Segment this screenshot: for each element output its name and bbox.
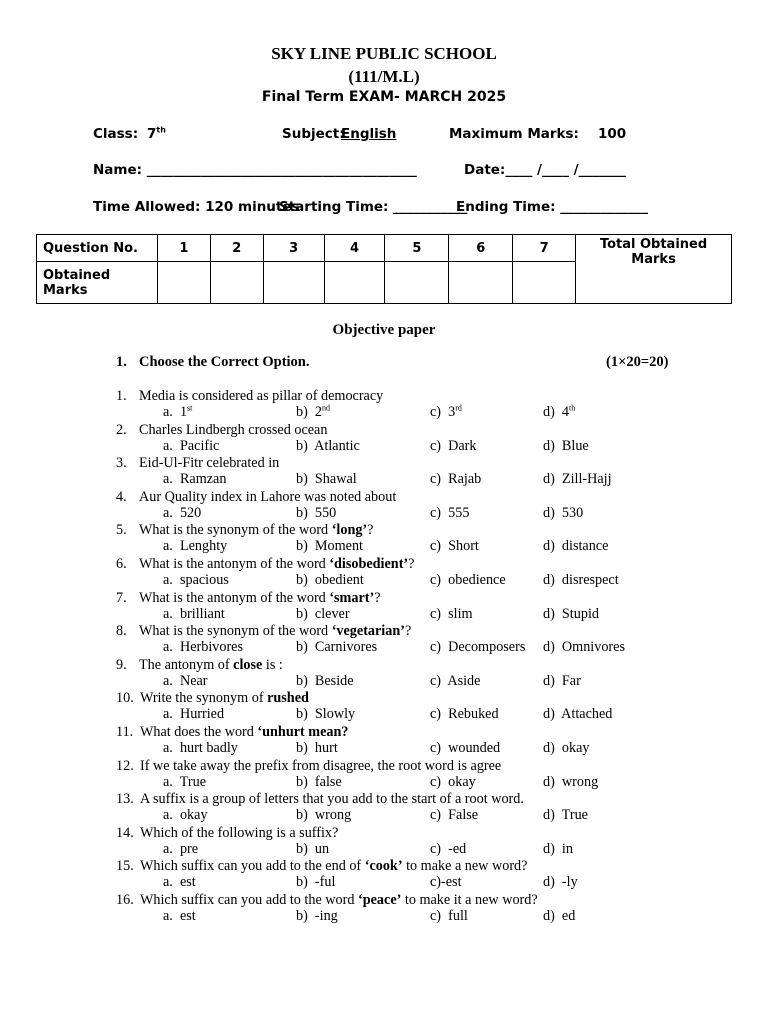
answer-option <box>296 874 335 890</box>
question-number: 7. <box>116 589 127 606</box>
option-text: okay <box>179 807 208 824</box>
option-text: Lenghty <box>179 538 228 555</box>
option-text: -ful <box>314 874 336 891</box>
question-number: 14. <box>116 824 134 841</box>
option-letter: c) <box>430 672 442 689</box>
question-text <box>139 422 327 438</box>
option-letter: b) <box>296 672 308 689</box>
option-text: brilliant <box>179 605 225 622</box>
total-obtained-marks-cell: Total Obtained Marks <box>576 235 732 304</box>
question-keyword: ‘unhurt mean? <box>257 724 349 740</box>
option-text: 550 <box>314 504 337 521</box>
obtained-marks-cell <box>385 262 449 304</box>
question-number-cell: 7 <box>513 235 576 262</box>
question-keyword: close <box>233 656 263 673</box>
question-keyword: ‘long’ <box>331 522 368 539</box>
question-text-part: What is the antonym of the word <box>139 556 330 572</box>
obtained-marks-cell <box>157 262 210 304</box>
obtained-marks-cell <box>513 262 576 304</box>
question-text <box>139 388 383 404</box>
answer-option <box>296 740 338 756</box>
option-letter: b) <box>296 404 308 420</box>
answer-option <box>543 841 573 857</box>
question-text-part: to make a new word? <box>402 858 528 875</box>
question-text <box>140 724 348 740</box>
answer-option <box>163 538 227 554</box>
answer-option <box>296 606 350 622</box>
answer-option <box>296 505 336 521</box>
question-text <box>139 623 411 639</box>
question-keyword: rushed <box>267 690 309 707</box>
question-text-part: ? <box>374 589 381 606</box>
question-text-part: Eid-Ul-Fitr celebrated in <box>139 455 280 472</box>
option-letter: d) <box>543 437 555 454</box>
option-letter: b) <box>296 538 308 555</box>
option-letter: d) <box>543 840 555 857</box>
answer-option <box>163 572 229 588</box>
question-text-part: to make it a new word? <box>401 892 538 908</box>
question-text-part: Write the synonym of <box>140 690 268 707</box>
option-text: Blue <box>561 437 589 454</box>
question-no-label: Question No. <box>37 235 158 262</box>
question-number: 8. <box>116 623 127 640</box>
answer-option <box>163 471 226 487</box>
option-text: -ed <box>448 840 467 857</box>
option-letter: d) <box>543 874 555 891</box>
option-text: in <box>561 840 573 857</box>
objective-title: Objective paper <box>332 322 436 338</box>
answer-option <box>163 774 206 790</box>
question-text <box>140 758 501 774</box>
question-text-part: Which suffix can you add to the word <box>140 892 359 908</box>
question-text <box>139 556 414 572</box>
answer-option <box>543 639 625 655</box>
option-text: -ly <box>561 874 578 891</box>
obtained-marks-cell <box>449 262 513 304</box>
option-letter: c) <box>430 404 442 420</box>
answer-option <box>430 774 476 790</box>
option-text: spacious <box>179 572 229 588</box>
option-text: Moment <box>314 538 363 555</box>
option-text: Aside <box>447 672 481 689</box>
question-text-part: What is the antonym of the word <box>139 589 330 606</box>
answer-option <box>163 404 192 420</box>
question-keyword: ‘cook’ <box>364 858 403 875</box>
school-code: (111/M.L) <box>348 67 420 86</box>
option-text: Zill-Hajj <box>561 471 612 488</box>
option-letter: c) <box>430 807 442 824</box>
answer-option <box>163 740 238 756</box>
exam-title: Final Term EXAM- MARCH 2025 <box>261 89 507 105</box>
answer-option <box>430 908 468 924</box>
max-marks-label: Maximum Marks: <box>449 126 579 142</box>
question-text <box>139 522 373 538</box>
option-letter: a. <box>163 874 173 891</box>
answer-option <box>543 874 578 890</box>
question-text-part: ? <box>408 556 415 572</box>
option-text: est <box>179 874 196 891</box>
option-letter: b) <box>296 908 308 924</box>
option-letter: d) <box>543 572 555 588</box>
answer-option <box>296 807 351 823</box>
option-letter: a. <box>163 908 173 924</box>
answer-option <box>296 572 364 588</box>
question-text-part: Which suffix can you add to the end of <box>140 858 365 875</box>
option-letter: c) <box>430 639 442 656</box>
option-text: Stupid <box>561 605 599 622</box>
question-number-cell: 1 <box>157 235 210 262</box>
section-marks: (1×20=20) <box>606 354 669 370</box>
option-letter: a. <box>163 572 173 588</box>
option-text: 4 <box>561 404 570 420</box>
answer-option <box>163 807 208 823</box>
option-text: 2 <box>314 404 323 420</box>
option-letter: a. <box>163 672 173 689</box>
question-number: 2. <box>116 421 127 438</box>
question-keyword: ‘disobedient’ <box>329 556 409 572</box>
option-text: False <box>448 807 479 824</box>
option-text: est <box>445 874 462 891</box>
answer-option <box>430 471 481 487</box>
answer-option <box>296 438 360 454</box>
answer-option <box>296 673 354 689</box>
option-letter: c) <box>430 471 442 488</box>
answer-option <box>163 505 201 521</box>
question-number: 16. <box>116 892 134 908</box>
option-letter: b) <box>296 807 308 824</box>
option-text: Herbivores <box>179 639 243 656</box>
option-text: True <box>179 773 206 790</box>
option-text: pre <box>179 840 199 857</box>
option-letter: b) <box>296 471 308 488</box>
obtained-marks-cell <box>263 262 324 304</box>
option-letter: a. <box>163 605 173 622</box>
question-text-part: What does the word <box>140 724 258 740</box>
option-letter: c) <box>430 773 442 790</box>
time-allowed: Time Allowed: 120 minutes <box>93 199 300 215</box>
section-title: Choose the Correct Option. <box>139 354 310 370</box>
option-letter: b) <box>296 840 308 857</box>
option-letter: a. <box>163 471 173 488</box>
answer-option <box>543 706 612 722</box>
option-text: hurt <box>314 740 338 756</box>
question-number: 10. <box>116 690 134 707</box>
subject-value: English <box>341 126 397 142</box>
answer-option <box>543 438 589 454</box>
max-marks-value: 100 <box>598 126 627 142</box>
question-keyword: ‘vegetarian’ <box>331 623 405 640</box>
option-text: Rebuked <box>448 706 499 723</box>
option-letter: a. <box>163 437 173 454</box>
question-text-part: What is the synonym of the word <box>139 623 332 640</box>
option-letter: d) <box>543 404 555 420</box>
question-text-part: A suffix is a group of letters that you add to the start of a root word. <box>140 791 524 808</box>
option-letter: c) <box>430 840 442 857</box>
question-number: 9. <box>116 656 127 673</box>
question-number-cell: 3 <box>263 235 324 262</box>
question-text-part: is : <box>262 656 283 673</box>
option-text: Rajab <box>448 471 482 488</box>
answer-option <box>296 538 363 554</box>
option-letter: d) <box>543 605 555 622</box>
question-number: 13. <box>116 791 134 808</box>
section-number: 1. <box>116 354 127 370</box>
option-text: distance <box>561 538 609 555</box>
answer-option <box>543 673 581 689</box>
question-number: 6. <box>116 556 127 572</box>
option-letter: a. <box>163 639 173 656</box>
option-text: 530 <box>561 504 584 521</box>
option-letter: d) <box>543 639 555 656</box>
option-letter: c) <box>430 572 442 588</box>
option-text: True <box>561 807 588 824</box>
ending-time-field: Ending Time: _____________ <box>456 199 649 215</box>
answer-option <box>430 438 477 454</box>
answer-option <box>543 404 575 420</box>
option-text: obedience <box>448 572 506 588</box>
answer-option <box>543 908 575 924</box>
option-superscript: nd <box>322 403 331 413</box>
answer-option <box>163 706 224 722</box>
answer-option <box>430 874 462 890</box>
option-text: -ing <box>314 908 338 924</box>
option-letter: a. <box>163 538 173 555</box>
class-label: Class: <box>93 126 139 142</box>
question-text-part: If we take away the prefix from disagree, the root word is agree <box>140 757 502 774</box>
question-text-part: Media is considered as pillar of democracy <box>139 388 384 404</box>
option-letter: c) <box>430 706 442 723</box>
question-text-part: The antonym of <box>139 656 234 673</box>
option-text: wounded <box>448 740 501 756</box>
option-letter: d) <box>543 538 555 555</box>
class-value: 7th <box>147 125 166 142</box>
option-letter: d) <box>543 807 555 824</box>
question-keyword: ‘smart’ <box>329 589 375 606</box>
answer-option <box>543 774 598 790</box>
answer-option <box>163 874 196 890</box>
option-letter: c) <box>430 504 442 521</box>
option-text: Slowly <box>314 706 356 723</box>
option-letter: d) <box>543 773 555 790</box>
option-text: okay <box>448 773 476 790</box>
option-text: 3 <box>448 404 456 420</box>
subject-label: Subject: <box>282 126 345 142</box>
option-text: Near <box>179 672 208 689</box>
date-field: Date:____ /____ /_______ <box>464 162 626 178</box>
question-text <box>140 892 538 908</box>
answer-option <box>543 572 619 588</box>
option-letter: c) <box>430 908 442 924</box>
answer-option <box>296 841 329 857</box>
option-text: Omnivores <box>561 639 625 656</box>
answer-option <box>163 606 225 622</box>
option-letter: b) <box>296 437 308 454</box>
option-text: full <box>448 908 468 924</box>
question-text <box>139 590 381 606</box>
marks-table <box>36 234 732 304</box>
option-text: Short <box>448 538 479 555</box>
question-text <box>139 489 396 505</box>
answer-option <box>430 841 466 857</box>
question-text-part: Charles Lindbergh crossed ocean <box>139 421 328 438</box>
option-letter: c)- <box>430 874 446 891</box>
option-letter: d) <box>543 471 555 488</box>
answer-option <box>543 807 588 823</box>
option-text: 1 <box>179 404 188 420</box>
question-text <box>140 825 338 841</box>
option-letter: d) <box>543 908 555 924</box>
option-superscript: st <box>187 403 193 413</box>
option-text: hurt badly <box>179 740 238 756</box>
option-letter: a. <box>163 504 173 521</box>
question-number-row <box>37 235 732 262</box>
option-text: wrong <box>561 773 599 790</box>
answer-option <box>430 639 525 655</box>
option-superscript: th <box>569 403 576 413</box>
question-text <box>139 455 279 471</box>
answer-option <box>296 639 377 655</box>
question-number: 15. <box>116 858 134 875</box>
answer-option <box>296 404 330 420</box>
question-keyword: ‘peace’ <box>358 892 402 908</box>
option-letter: a. <box>163 840 173 857</box>
answer-option <box>163 438 219 454</box>
option-text: obedient <box>314 572 364 588</box>
question-text-part: Aur Quality index in Lahore was noted about <box>139 488 397 505</box>
question-number-cell: 5 <box>385 235 449 262</box>
option-letter: a. <box>163 807 173 824</box>
school-name: SKY LINE PUBLIC SCHOOL <box>271 44 497 63</box>
option-text: est <box>179 908 196 924</box>
option-text: Dark <box>448 437 477 454</box>
option-text: Hurried <box>179 706 225 723</box>
answer-option <box>430 404 462 420</box>
option-letter: b) <box>296 706 308 723</box>
option-text: Atlantic <box>314 437 360 454</box>
answer-option <box>430 740 500 756</box>
option-text: clever <box>314 605 350 622</box>
answer-option <box>163 841 198 857</box>
option-letter: c) <box>430 538 442 555</box>
option-text: 555 <box>448 504 470 521</box>
question-number: 11. <box>116 724 134 740</box>
option-letter: a. <box>163 706 173 723</box>
answer-option <box>430 538 479 554</box>
name-field: Name: ________________________________________ <box>93 162 417 178</box>
answer-option <box>430 505 469 521</box>
option-letter: b) <box>296 874 308 891</box>
question-text-part: What is the synonym of the word <box>139 522 332 539</box>
question-number: 4. <box>116 488 127 505</box>
obtained-marks-label: Obtained Marks <box>37 262 158 304</box>
answer-option <box>296 471 357 487</box>
option-letter: d) <box>543 672 555 689</box>
question-number-cell: 6 <box>449 235 513 262</box>
option-text: un <box>314 840 330 857</box>
option-text: Attached <box>561 706 613 723</box>
option-letter: c) <box>430 605 442 622</box>
answer-option <box>543 471 612 487</box>
option-letter: b) <box>296 504 308 521</box>
option-text: Beside <box>314 672 354 689</box>
option-letter: b) <box>296 740 308 756</box>
option-text: okay <box>561 740 590 756</box>
answer-option <box>163 908 196 924</box>
answer-option <box>543 606 599 622</box>
question-text-part: Which of the following is a suffix? <box>140 824 339 841</box>
question-number: 3. <box>116 455 127 472</box>
option-letter: d) <box>543 706 555 723</box>
option-letter: b) <box>296 773 308 790</box>
answer-option <box>430 673 480 689</box>
answer-option <box>163 673 208 689</box>
option-text: Ramzan <box>179 471 227 488</box>
answer-option <box>296 908 338 924</box>
question-text <box>139 657 283 673</box>
option-text: wrong <box>314 807 352 824</box>
option-letter: a. <box>163 773 173 790</box>
option-text: Far <box>561 672 581 689</box>
option-text: 520 <box>179 504 202 521</box>
option-text: Shawal <box>314 471 357 488</box>
question-number: 5. <box>116 522 127 539</box>
option-text: slim <box>448 605 473 622</box>
answer-option <box>543 538 608 554</box>
answer-option <box>543 505 583 521</box>
answer-option <box>430 606 473 622</box>
answer-option <box>430 807 478 823</box>
answer-option <box>543 740 590 756</box>
option-letter: c) <box>430 740 442 756</box>
question-number: 1. <box>116 388 127 404</box>
question-number-cell: 2 <box>210 235 263 262</box>
option-text: disrespect <box>561 572 619 588</box>
answer-option <box>430 706 499 722</box>
question-text <box>140 858 527 874</box>
answer-option <box>296 706 355 722</box>
option-letter: b) <box>296 572 308 588</box>
option-text: Decomposers <box>448 639 526 656</box>
question-text <box>140 690 309 706</box>
question-number: 12. <box>116 757 134 774</box>
answer-option <box>430 572 506 588</box>
option-text: Carnivores <box>314 639 378 656</box>
question-text-part: ? <box>404 623 412 640</box>
option-text: ed <box>561 908 576 924</box>
option-letter: a. <box>163 740 173 756</box>
obtained-marks-cell <box>324 262 385 304</box>
option-text: false <box>314 773 342 790</box>
answer-option <box>163 639 243 655</box>
answer-option <box>296 774 342 790</box>
question-number-cell: 4 <box>324 235 385 262</box>
question-text-part: ? <box>367 522 374 539</box>
option-letter: d) <box>543 504 555 521</box>
option-letter: b) <box>296 605 308 622</box>
option-superscript: rd <box>455 403 462 413</box>
option-text: Pacific <box>179 437 220 454</box>
option-letter: a. <box>163 404 173 420</box>
question-text <box>140 791 524 807</box>
option-letter: d) <box>543 740 555 756</box>
obtained-marks-cell <box>210 262 263 304</box>
option-letter: c) <box>430 437 442 454</box>
starting-time-field: Starting Time: ___________ <box>279 199 468 215</box>
option-letter: b) <box>296 639 308 656</box>
